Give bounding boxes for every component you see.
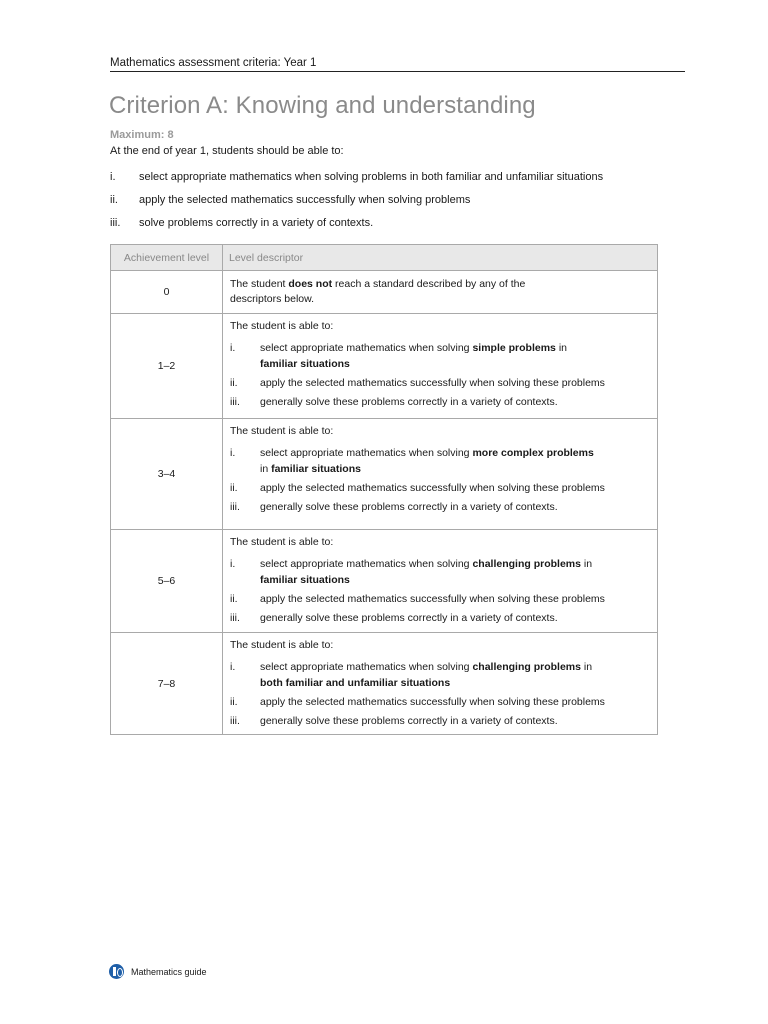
descriptor-text-part: descriptors below.	[230, 293, 315, 305]
item-text: select appropriate mathematics when solving	[260, 447, 473, 459]
achievement-level: 7–8	[111, 633, 223, 735]
item-text: in	[260, 463, 272, 475]
descriptor-item	[230, 694, 657, 710]
descriptor-item	[230, 610, 657, 626]
achievement-level: 0	[111, 271, 223, 314]
descriptor-item	[230, 375, 657, 391]
objective-number: ii.	[110, 194, 118, 206]
header-level-descriptor: Level descriptor	[223, 245, 658, 271]
achievement-level: 3–4	[111, 419, 223, 530]
descriptor-text	[230, 277, 657, 307]
running-header: Mathematics assessment criteria: Year 1	[110, 57, 685, 72]
header-achievement-level: Achievement level	[111, 245, 223, 271]
item-emphasis: familiar situations	[260, 574, 350, 586]
descriptor-intro: The student is able to:	[230, 320, 334, 332]
descriptor-intro: The student is able to:	[230, 536, 334, 548]
item-text: in	[555, 342, 567, 354]
item-text: apply the selected mathematics successfully when solving these problems	[260, 377, 605, 389]
descriptor-item	[230, 659, 657, 691]
descriptor-intro: The student is able to:	[230, 425, 334, 437]
item-text: apply the selected mathematics successfully when solving these problems	[260, 593, 605, 605]
item-number: i.	[230, 661, 236, 673]
item-text: apply the selected mathematics successfully when solving these problems	[260, 482, 605, 494]
objective-text: select appropriate mathematics when solving problems in both familiar and unfamiliar situations	[139, 171, 604, 183]
objective-number: i.	[110, 171, 116, 183]
table-header-row	[111, 245, 658, 271]
level-descriptor	[223, 314, 658, 419]
maximum-score: Maximum: 8	[110, 129, 174, 141]
item-text: generally solve these problems correctly in a variety of contexts.	[260, 612, 558, 624]
descriptor-item	[230, 556, 657, 588]
item-emphasis: challenging problems	[472, 558, 581, 570]
page-title: Criterion A: Knowing and understanding	[109, 92, 536, 119]
item-number: ii.	[230, 593, 238, 605]
objective-item	[110, 171, 690, 194]
descriptor-text-part: reach a standard described by any of the	[332, 278, 526, 290]
item-text: generally solve these problems correctly in a variety of contexts.	[260, 396, 558, 408]
item-text: select appropriate mathematics when solving	[260, 661, 473, 673]
descriptor-item	[230, 713, 657, 729]
item-number: ii.	[230, 696, 238, 708]
objectives-intro: At the end of year 1, students should be able to:	[110, 145, 344, 157]
item-emphasis: challenging problems	[472, 661, 581, 673]
footer-text: Mathematics guide	[131, 966, 207, 977]
objective-text: apply the selected mathematics successfully when solving problems	[139, 194, 471, 206]
level-descriptor	[223, 271, 658, 314]
table-row	[111, 314, 658, 419]
objective-item	[110, 217, 690, 240]
descriptor-text-part: The student	[230, 278, 289, 290]
objective-text: solve problems correctly in a variety of contexts.	[139, 217, 374, 229]
table-row	[111, 633, 658, 735]
descriptor-intro: The student is able to:	[230, 639, 334, 651]
item-emphasis: both familiar and unfamiliar situations	[260, 677, 451, 689]
item-emphasis: familiar situations	[260, 358, 350, 370]
objective-item	[110, 194, 690, 217]
achievement-level: 5–6	[111, 530, 223, 633]
item-text: generally solve these problems correctly in a variety of contexts.	[260, 715, 558, 727]
objectives-list	[110, 171, 690, 240]
level-descriptor	[223, 419, 658, 530]
descriptor-item	[230, 480, 657, 496]
item-number: iii.	[230, 715, 240, 727]
item-number: i.	[230, 342, 236, 354]
item-number: iii.	[230, 501, 240, 513]
ib-logo-icon	[109, 964, 124, 979]
item-number: i.	[230, 558, 236, 570]
descriptor-emphasis: does not	[288, 278, 333, 290]
item-number: iii.	[230, 612, 240, 624]
item-text: select appropriate mathematics when solving	[260, 558, 473, 570]
table-row	[111, 530, 658, 633]
item-number: ii.	[230, 482, 238, 494]
item-text: apply the selected mathematics successfully when solving these problems	[260, 696, 605, 708]
item-emphasis: more complex problems	[472, 447, 594, 459]
table-row	[111, 419, 658, 530]
descriptor-item	[230, 499, 657, 515]
level-descriptor	[223, 633, 658, 735]
item-text: in	[580, 661, 593, 673]
descriptor-item	[230, 445, 657, 477]
item-text: select appropriate mathematics when solving	[260, 342, 473, 354]
item-text: generally solve these problems correctly in a variety of contexts.	[260, 501, 558, 513]
achievement-level: 1–2	[111, 314, 223, 419]
item-number: ii.	[230, 377, 238, 389]
item-emphasis: familiar situations	[271, 463, 361, 475]
page-footer	[109, 964, 207, 979]
descriptor-item	[230, 394, 657, 410]
item-emphasis: simple problems	[472, 342, 556, 354]
item-number: iii.	[230, 396, 240, 408]
table-row	[111, 271, 658, 314]
descriptor-item	[230, 591, 657, 607]
rubric-table	[110, 244, 658, 735]
level-descriptor	[223, 530, 658, 633]
objective-number: iii.	[110, 217, 121, 229]
item-number: i.	[230, 447, 236, 459]
descriptor-item	[230, 340, 657, 372]
item-text: in	[580, 558, 593, 570]
